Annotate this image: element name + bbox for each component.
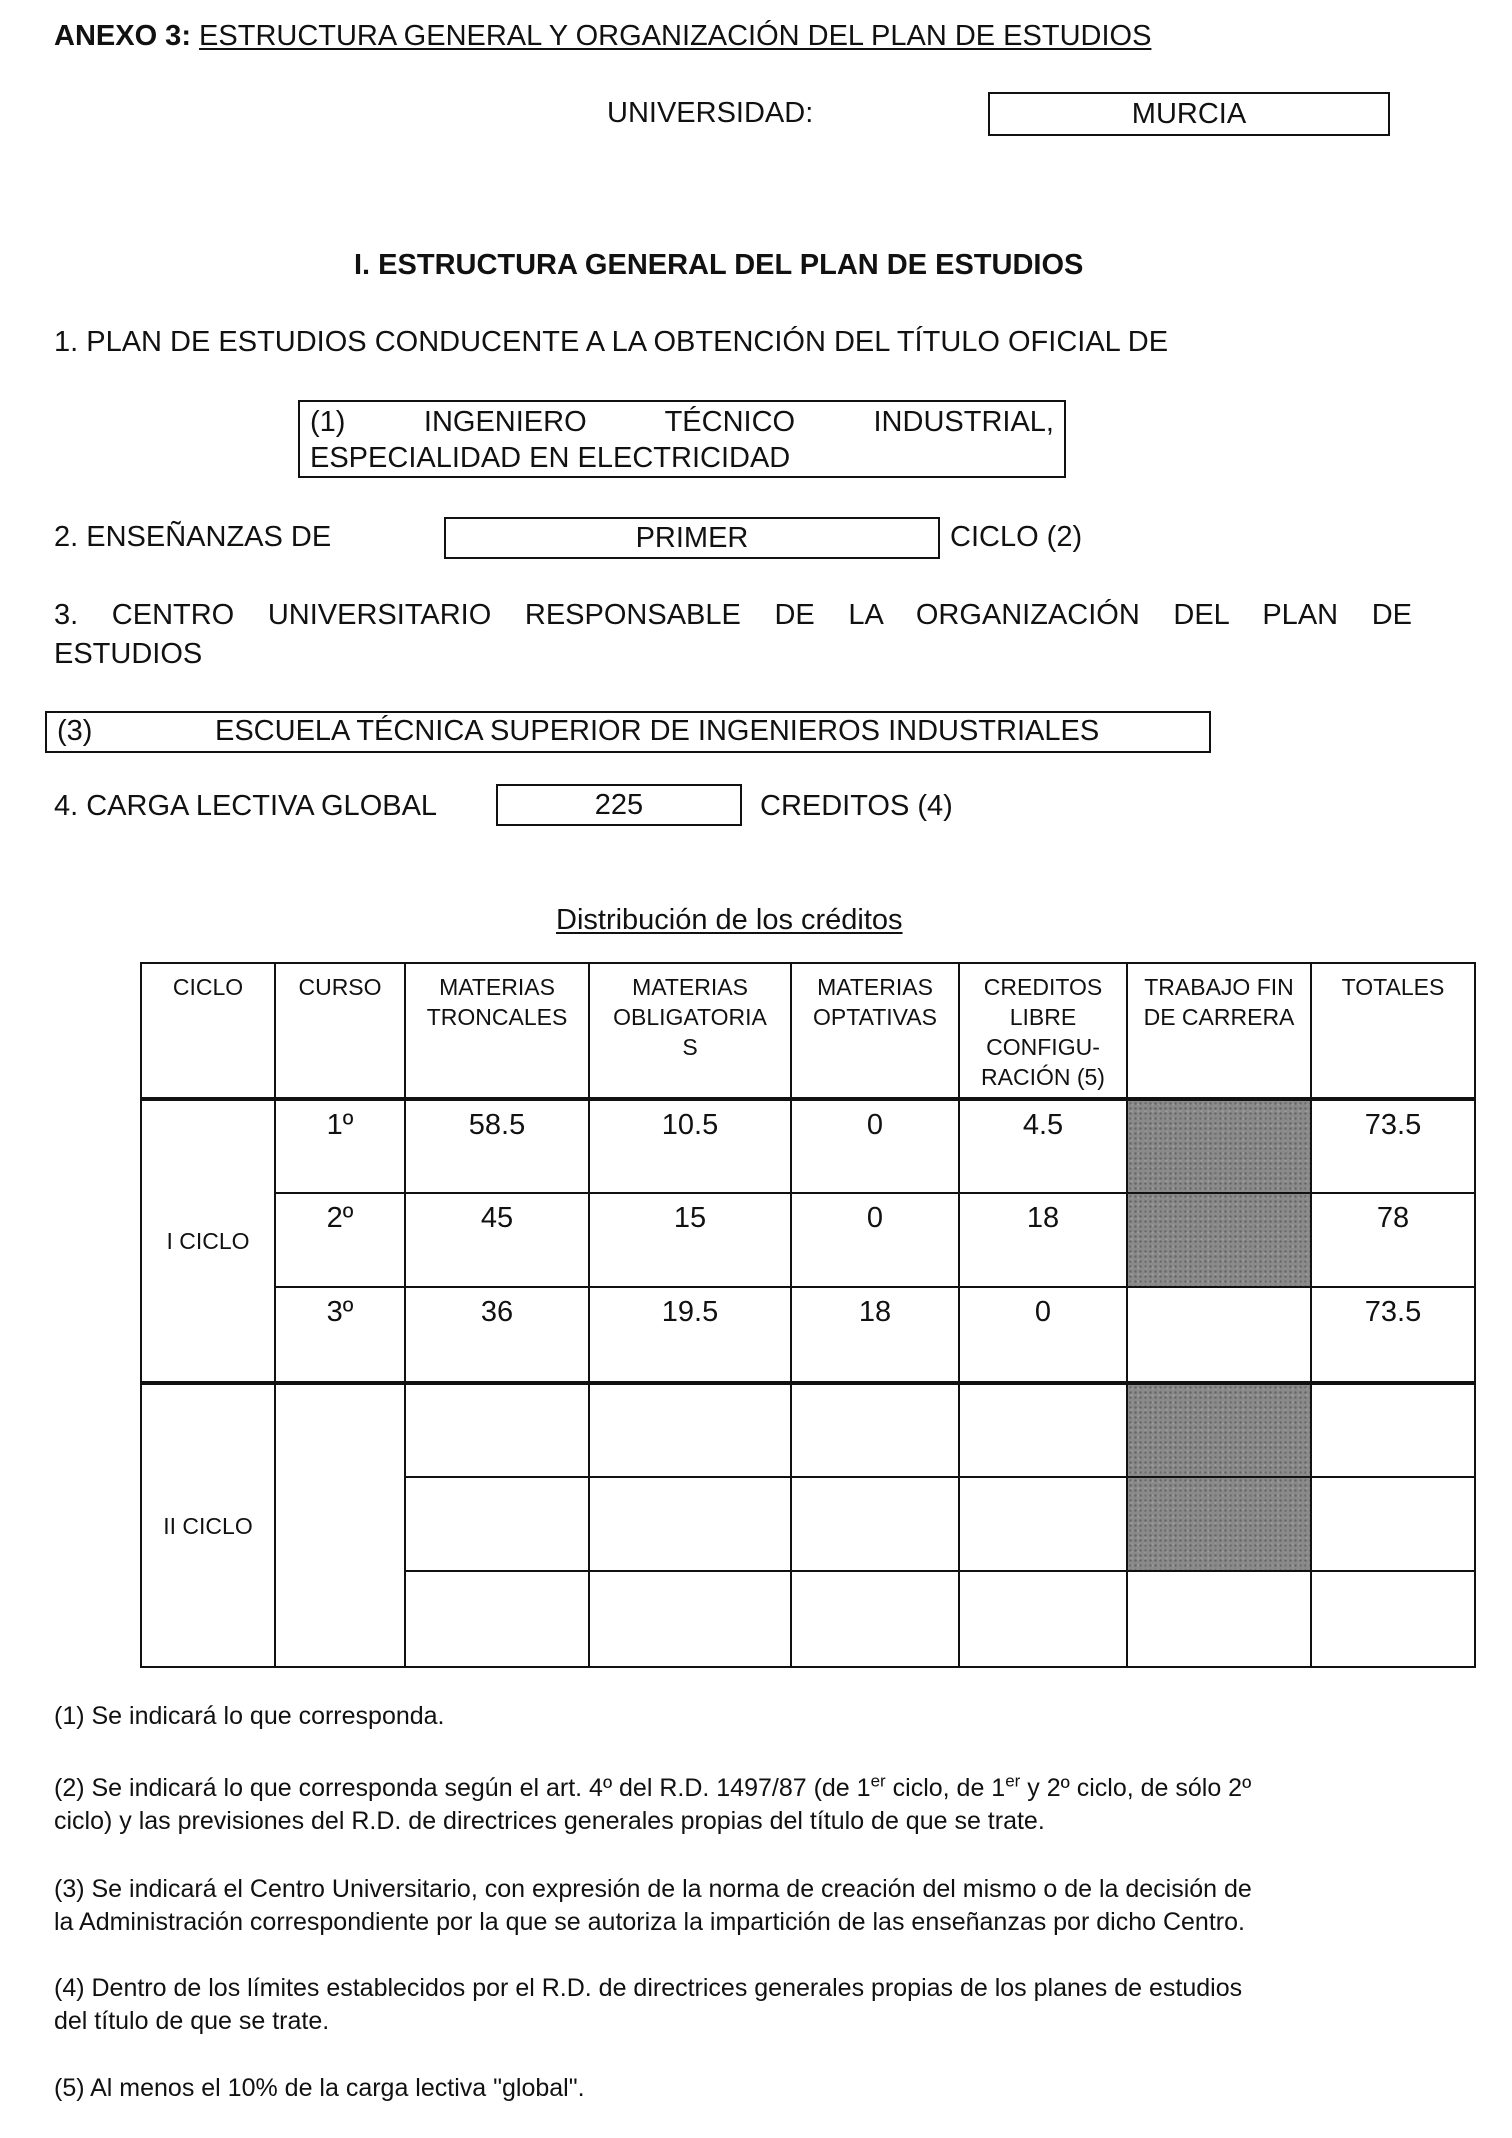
table-row bbox=[141, 1287, 1475, 1383]
item4-label: 4. CARGA LECTIVA GLOBAL bbox=[54, 790, 438, 822]
totales-cell: 73.5 bbox=[1311, 1287, 1475, 1383]
empty-cell bbox=[1311, 1477, 1475, 1571]
item2-label: 2. ENSEÑANZAS DE bbox=[54, 521, 332, 553]
credits-value: 225 bbox=[594, 789, 644, 821]
obligatorias-cell: 19.5 bbox=[589, 1287, 791, 1383]
empty-cell bbox=[405, 1571, 589, 1667]
optativas-cell: 18 bbox=[791, 1287, 959, 1383]
header-libre: CREDITOS LIBRE CONFIGU- RACIÓN (5) bbox=[959, 963, 1127, 1099]
empty-cell bbox=[959, 1477, 1127, 1571]
header-curso: CURSO bbox=[275, 963, 405, 1099]
header-troncales: MATERIAS TRONCALES bbox=[405, 963, 589, 1099]
empty-cell bbox=[589, 1571, 791, 1667]
university-label: UNIVERSIDAD: bbox=[607, 97, 814, 129]
degree-line-1: (1) INGENIERO TÉCNICO INDUSTRIAL, bbox=[310, 406, 1054, 438]
annex-title: ESTRUCTURA GENERAL Y ORGANIZACIÓN DEL PLAN DE ESTUDIOS bbox=[199, 20, 1152, 52]
item3-label-line1: 3. CENTRO UNIVERSITARIO RESPONSABLE DE LA ORGANIZACIÓN DEL PLAN DE bbox=[54, 599, 1412, 631]
university-field bbox=[988, 92, 1390, 136]
note-2: (2) Se indicará lo que corresponda según el art. 4º del R.D. 1497/87 (de 1er ciclo, de 1er y 2º ciclo, de sólo 2º ciclo) y las previsiones del R.D. de directrices generales propias del título de que se trate. bbox=[54, 1771, 1252, 1835]
note-3: (3) Se indicará el Centro Universitario, con expresión de la norma de creación del mismo o de la decisión de la Administración correspondiente por la que se autoriza la impartición de las enseñanzas por dicho Centro. bbox=[54, 1875, 1252, 1936]
libre-cell: 4.5 bbox=[959, 1099, 1127, 1193]
center-field bbox=[45, 711, 1211, 753]
note-4: (4) Dentro de los límites establecidos por el R.D. de directrices generales propias de los planes de estudios del título de que se trate. bbox=[54, 1974, 1243, 2035]
item3-label-line2: ESTUDIOS bbox=[54, 638, 203, 670]
obligatorias-cell: 10.5 bbox=[589, 1099, 791, 1193]
header-obligatorias: MATERIAS OBLIGATORIA S bbox=[589, 963, 791, 1099]
curso-cell: 2º bbox=[275, 1193, 405, 1287]
header-optativas: MATERIAS OPTATIVAS bbox=[791, 963, 959, 1099]
degree-title-field bbox=[298, 400, 1066, 478]
curso-cell: 3º bbox=[275, 1287, 405, 1383]
empty-cell bbox=[791, 1477, 959, 1571]
credits-table bbox=[140, 962, 1476, 1668]
center-ref: (3) bbox=[57, 715, 93, 747]
table-row bbox=[141, 1193, 1475, 1287]
empty-cell bbox=[405, 1383, 589, 1477]
header-trabajo: TRABAJO FIN DE CARRERA bbox=[1127, 963, 1311, 1099]
shaded-cell bbox=[1127, 1099, 1311, 1193]
empty-cell bbox=[589, 1383, 791, 1477]
note-1: (1) Se indicará lo que corresponda. bbox=[54, 1702, 445, 1730]
empty-cell bbox=[959, 1571, 1127, 1667]
optativas-cell: 0 bbox=[791, 1099, 959, 1193]
annex-heading bbox=[54, 18, 1151, 54]
note-5: (5) Al menos el 10% de la carga lectiva "global". bbox=[54, 2074, 585, 2102]
ciclo-2-label: II CICLO bbox=[141, 1383, 275, 1667]
libre-cell: 18 bbox=[959, 1193, 1127, 1287]
optativas-cell: 0 bbox=[791, 1193, 959, 1287]
annex-label: ANEXO 3: bbox=[54, 20, 191, 52]
item1-label: 1. PLAN DE ESTUDIOS CONDUCENTE A LA OBTENCIÓN DEL TÍTULO OFICIAL DE bbox=[54, 326, 1169, 358]
empty-cell bbox=[405, 1477, 589, 1571]
shaded-cell bbox=[1127, 1193, 1311, 1287]
libre-cell: 0 bbox=[959, 1287, 1127, 1383]
empty-cell bbox=[1127, 1571, 1311, 1667]
totales-cell: 73.5 bbox=[1311, 1099, 1475, 1193]
totales-cell: 78 bbox=[1311, 1193, 1475, 1287]
troncales-cell: 58.5 bbox=[405, 1099, 589, 1193]
cycle-field bbox=[444, 517, 940, 559]
item4-suffix: CREDITOS (4) bbox=[760, 790, 953, 822]
table-title: Distribución de los créditos bbox=[556, 904, 903, 936]
empty-cell bbox=[791, 1383, 959, 1477]
troncales-cell: 45 bbox=[405, 1193, 589, 1287]
table-row bbox=[141, 1383, 1475, 1477]
degree-line-2: ESPECIALIDAD EN ELECTRICIDAD bbox=[310, 442, 791, 474]
center-value: ESCUELA TÉCNICA SUPERIOR DE INGENIEROS INDUSTRIALES bbox=[215, 715, 1100, 747]
shaded-cell bbox=[1127, 1383, 1311, 1477]
ciclo-1-label: I CICLO bbox=[141, 1099, 275, 1383]
empty-cell bbox=[1311, 1571, 1475, 1667]
empty-cell bbox=[1311, 1383, 1475, 1477]
cycle-value: PRIMER bbox=[635, 522, 749, 554]
curso-cell: 1º bbox=[275, 1099, 405, 1193]
table-header-row bbox=[141, 963, 1475, 1099]
empty-cell bbox=[589, 1477, 791, 1571]
empty-cell bbox=[959, 1383, 1127, 1477]
header-totales: TOTALES bbox=[1311, 963, 1475, 1099]
credits-field bbox=[496, 784, 742, 826]
section-title: I. ESTRUCTURA GENERAL DEL PLAN DE ESTUDIOS bbox=[354, 249, 1084, 281]
empty-cell bbox=[275, 1383, 405, 1667]
obligatorias-cell: 15 bbox=[589, 1193, 791, 1287]
header-ciclo: CICLO bbox=[141, 963, 275, 1099]
university-value: MURCIA bbox=[1131, 98, 1247, 130]
table-row bbox=[141, 1099, 1475, 1193]
empty-cell bbox=[791, 1571, 959, 1667]
empty-cell bbox=[1127, 1287, 1311, 1383]
shaded-cell bbox=[1127, 1477, 1311, 1571]
item2-suffix: CICLO (2) bbox=[950, 521, 1083, 553]
troncales-cell: 36 bbox=[405, 1287, 589, 1383]
